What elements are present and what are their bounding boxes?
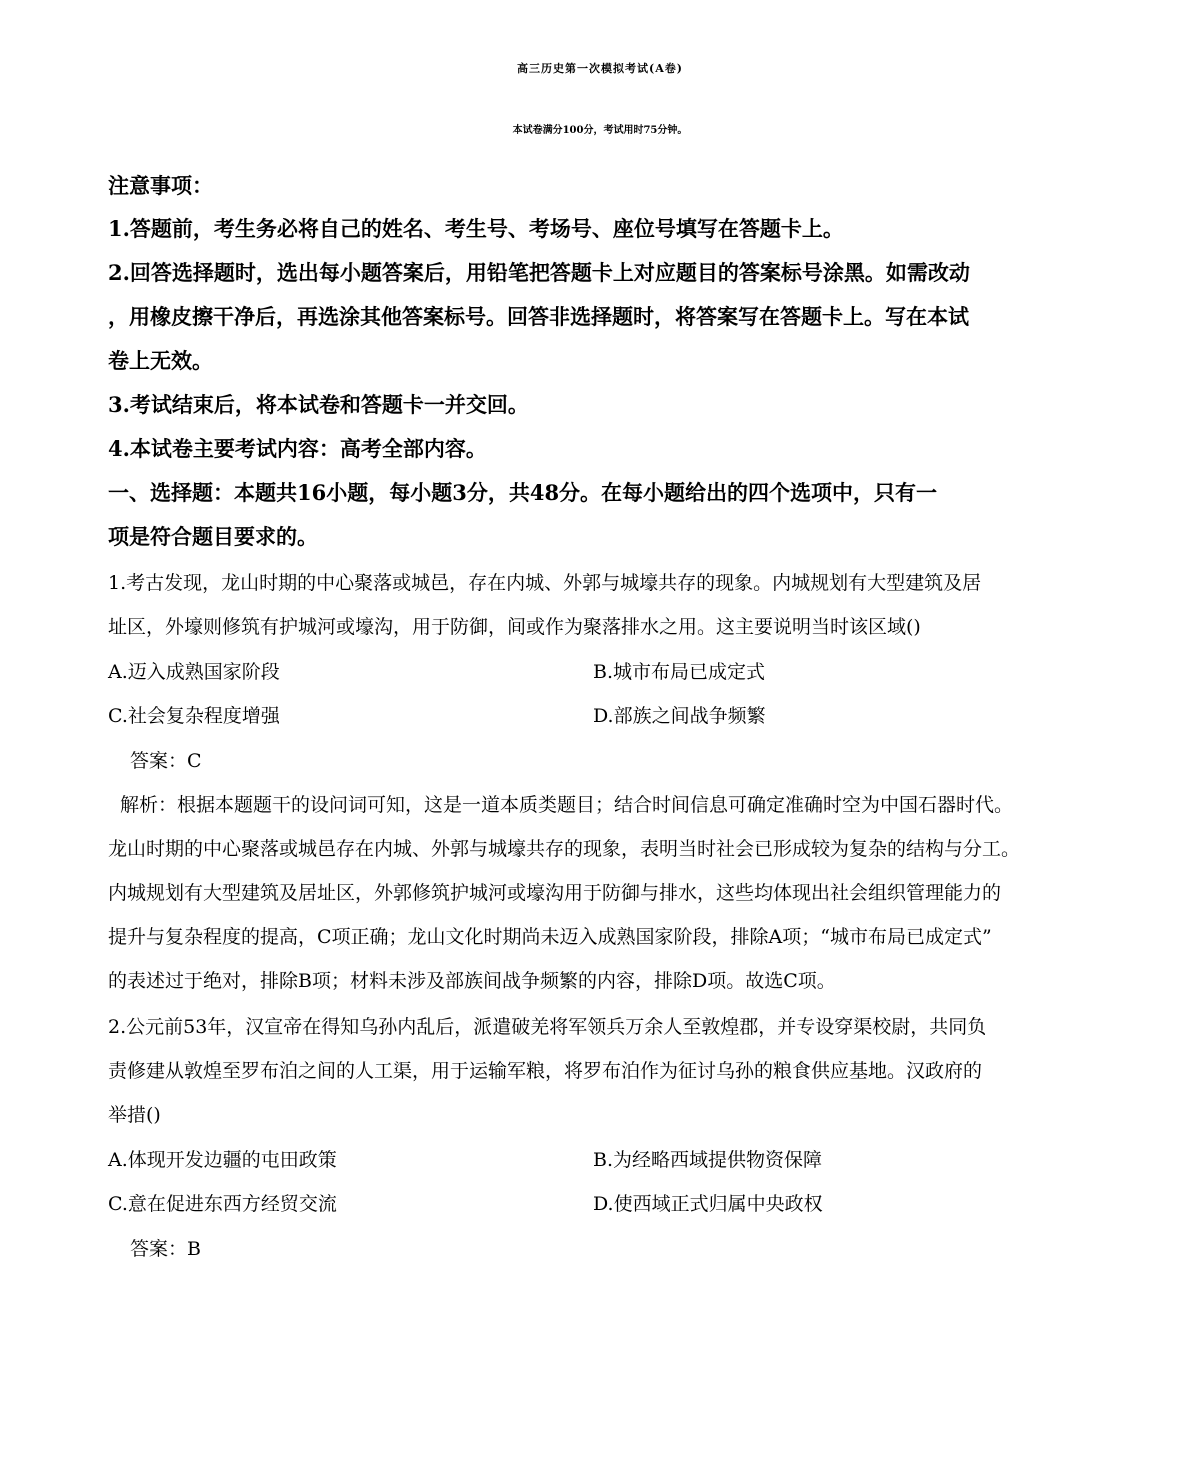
q1-explanation-line-2: 龙山时期的中心聚落或城邑存在内城、外郭与城壕共存的现象，表明当时社会已形成较为复杂的结构与分工。	[108, 838, 1021, 860]
q1-stem-line-1: 1.考古发现，龙山时期的中心聚落或城邑，存在内城、外郭与城壕共存的现象。内城规划有大型建筑及居	[108, 572, 982, 594]
q2-stem-line-3: 举措()	[108, 1104, 161, 1126]
q1-explanation-line-5: 的表述过于绝对，排除B项；材料未涉及部族间战争频繁的内容，排除D项。故选C项。	[108, 970, 836, 992]
q2-option-b: B.为经略西域提供物资保障	[593, 1149, 823, 1171]
q2-answer: 答案：B	[130, 1238, 201, 1260]
q1-option-a: A.迈入成熟国家阶段	[108, 661, 280, 683]
q1-option-c: C.社会复杂程度增强	[108, 705, 280, 727]
note-item-4: 4.本试卷主要考试内容：高考全部内容。	[108, 436, 487, 461]
page-title: 高三历史第一次模拟考试(A卷)	[517, 62, 683, 75]
page-subtitle: 本试卷满分100分，考试用时75分钟。	[512, 125, 688, 136]
q1-explanation-line-4: 提升与复杂程度的提高，C项正确；龙山文化时期尚未迈入成熟国家阶段，排除A项；“城市布局已成定式”	[108, 926, 992, 948]
q2-stem-line-1: 2.公元前53年，汉宣帝在得知乌孙内乱后，派遣破羌将军领兵万余人至敦煌郡，并专设穿渠校尉，共同负	[108, 1016, 987, 1038]
note-item-1: 1.答题前，考生务必将自己的姓名、考生号、考场号、座位号填写在答题卡上。	[108, 216, 844, 241]
q1-option-b: B.城市布局已成定式	[593, 661, 766, 683]
notes-heading: 注意事项：	[108, 173, 213, 198]
q2-option-d: D.使西域正式归属中央政权	[593, 1193, 823, 1215]
section-heading-line-2: 项是符合题目要求的。	[108, 524, 318, 549]
q1-option-d: D.部族之间战争频繁	[593, 705, 766, 727]
q2-stem-line-2: 责修建从敦煌至罗布泊之间的人工渠，用于运输军粮，将罗布泊作为征讨乌孙的粮食供应基地。汉政府的	[108, 1060, 983, 1082]
q1-explanation-line-1: 解析：根据本题题干的设问词可知，这是一道本质类题目；结合时间信息可确定准确时空为中国石器时代。	[120, 794, 1014, 816]
note-item-2-line-3: 卷上无效。	[108, 348, 213, 373]
q1-stem-line-2: 址区，外壕则修筑有护城河或壕沟，用于防御，间或作为聚落排水之用。这主要说明当时该区域()	[108, 616, 921, 638]
q2-option-c: C.意在促进东西方经贸交流	[108, 1193, 337, 1215]
note-item-2-line-1: 2.回答选择题时，选出每小题答案后，用铅笔把答题卡上对应题目的答案标号涂黑。如需改动	[108, 260, 970, 285]
q2-option-a: A.体现开发边疆的屯田政策	[108, 1149, 337, 1171]
section-heading-line-1: 一、选择题：本题共16小题，每小题3分，共48分。在每小题给出的四个选项中，只有一	[108, 480, 938, 505]
note-item-2-line-2: ，用橡皮擦干净后，再选涂其他答案标号。回答非选择题时，将答案写在答题卡上。写在本试	[108, 304, 969, 329]
q1-answer: 答案：C	[130, 750, 202, 772]
q1-explanation-line-3: 内城规划有大型建筑及居址区，外郭修筑护城河或壕沟用于防御与排水，这些均体现出社会组织管理能力的	[108, 882, 1002, 904]
note-item-3: 3.考试结束后，将本试卷和答题卡一并交回。	[108, 392, 529, 417]
